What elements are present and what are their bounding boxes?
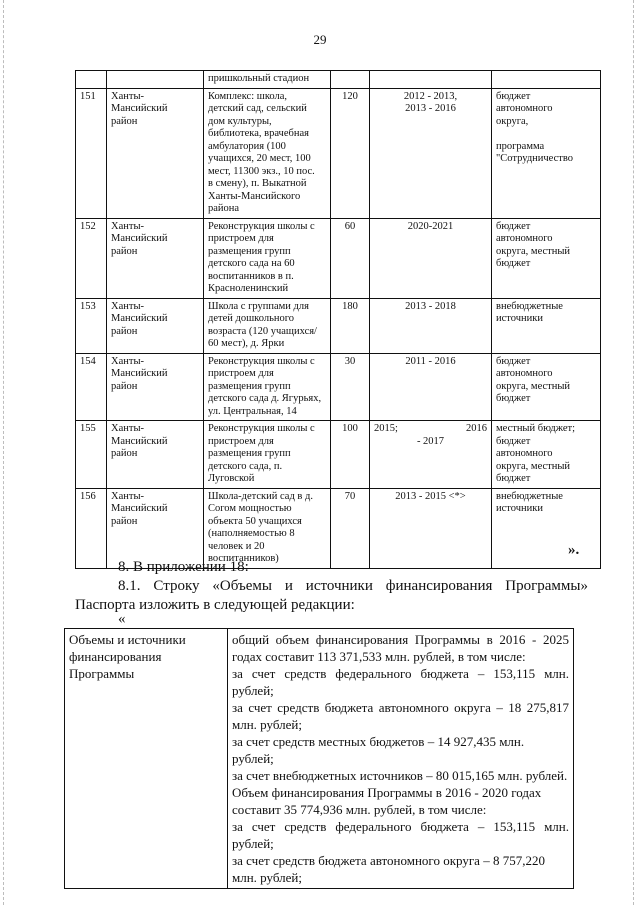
table-row [76,218,601,298]
table-row [76,421,601,489]
paragraph-item-8-1-cont: Паспорта изложить в следующей редакции: [75,597,355,613]
cell-capacity: 100 [331,421,370,489]
cell-years [370,71,492,89]
cell-num: 156 [76,488,107,568]
paragraph-section-8: 8. В приложении 18: [118,559,249,575]
years-line [374,423,487,436]
table-row [76,488,601,568]
cell-years: 2012 - 2013, 2013 - 2016 [370,88,492,218]
cell-source [492,71,601,89]
cell-object: Школа с группами для детей дошкольного возраста (120 учащихся/ 60 мест), д. Ярки [204,298,331,353]
finance-line: за счет средств федерального бюджета – 153,115 млн. [232,666,569,681]
cell-district: Ханты- Мансийский район [107,353,204,421]
cell-num: 154 [76,353,107,421]
cell-years [370,421,492,489]
scan-edge-right [633,0,634,905]
cell-object: Комплекс: школа, детский сад, сельский дом культуры, библиотека, врачебная амбулатория (100 учащихся, 20 мест, 100 мест, 11300 экз., 10 пос. в смену), п. Выкатной Ханты-Мансийского района [204,88,331,218]
cell-capacity: 120 [331,88,370,218]
finance-line: годах составит 113 371,533 млн. рублей, в том числе: [232,649,526,664]
schools-table [75,70,601,569]
cell-object: Реконструкция школы с пристроем для размещения групп детского сада, п. Луговской [204,421,331,489]
finance-line: за счет средств местных бюджетов – 14 927,435 млн. рублей; [232,734,525,766]
finance-line: за счет средств бюджета автономного округа – 18 275,817 [232,700,569,715]
table-row [76,298,601,353]
years-end: - 2017 [416,435,445,447]
cell-district: Ханты- Мансийский район [107,488,204,568]
opening-quote: « [118,611,126,627]
cell-source: бюджет автономного округа, местный бюджет [492,353,601,421]
finance-line: за счет средств бюджета автономного округа – 8 757,220 [232,853,545,868]
years-mid: 2016 [466,423,487,434]
finance-line: млн. рублей; [232,870,302,885]
paragraph-item-8-1: 8.1. Строку «Объемы и источники финансирования Программы» [118,578,588,594]
cell-num: 155 [76,421,107,489]
finance-line: Объем финансирования Программы в 2016 - 2020 годах [232,785,542,800]
table-row [76,88,601,218]
cell-source: местный бюджет; бюджет автономного округа, местный бюджет [492,421,601,489]
finance-line: за счет внебюджетных источников – 80 015,165 млн. рублей. [232,768,568,783]
finance-line: общий объем финансирования Программы в 2016 - 2025 [232,632,569,647]
page-number: 29 [313,32,327,47]
finance-header: Объемы и источники финансирования Программы [65,629,228,889]
finance-line: рублей; [232,683,274,698]
cell-source: внебюджетные источники [492,298,601,353]
finance-line: млн. рублей; [232,717,302,732]
cell-years: 2020-2021 [370,218,492,298]
closing-quote: ». [568,542,580,558]
cell-object: Реконструкция школы с пристроем для размещения групп детского сада на 60 воспитанников в п. Красноленинский [204,218,331,298]
cell-capacity: 70 [331,488,370,568]
cell-capacity [331,71,370,89]
cell-district [107,71,204,89]
cell-source: внебюджетные источники [492,488,601,568]
table-row [65,629,574,889]
table-row [76,353,601,421]
cell-years: 2013 - 2018 [370,298,492,353]
cell-district: Ханты- Мансийский район [107,421,204,489]
finance-line: составит 35 774,936 млн. рублей, в том числе: [232,802,487,817]
cell-num: 152 [76,218,107,298]
cell-district: Ханты- Мансийский район [107,218,204,298]
cell-source: бюджет автономного округа, местный бюджет [492,218,601,298]
finance-line: за счет средств федерального бюджета – 153,115 млн. [232,819,569,834]
finance-line: рублей; [232,836,274,851]
cell-num: 151 [76,88,107,218]
table-row [76,71,601,89]
cell-district: Ханты- Мансийский район [107,88,204,218]
finance-body [228,629,574,889]
scan-edge-left [3,0,4,905]
years-start: 2015; [374,423,398,434]
cell-years: 2011 - 2016 [370,353,492,421]
cell-object: Реконструкция школы с пристроем для размещения групп детского сада д. Ягурьях, ул. Центральная, 14 [204,353,331,421]
cell-num: 153 [76,298,107,353]
cell-years: 2013 - 2015 <*> [370,488,492,568]
cell-object: пришкольный стадион [204,71,331,89]
cell-district: Ханты- Мансийский район [107,298,204,353]
cell-capacity: 30 [331,353,370,421]
cell-num [76,71,107,89]
cell-capacity: 60 [331,218,370,298]
cell-object: Школа-детский сад в д. Согом мощностью объекта 50 учащихся (наполняемостью 8 человек и 20 воспитанников) [204,488,331,568]
cell-capacity: 180 [331,298,370,353]
finance-table [64,628,574,889]
cell-source: бюджет автономного округа, программа "Сотрудничество [492,88,601,218]
